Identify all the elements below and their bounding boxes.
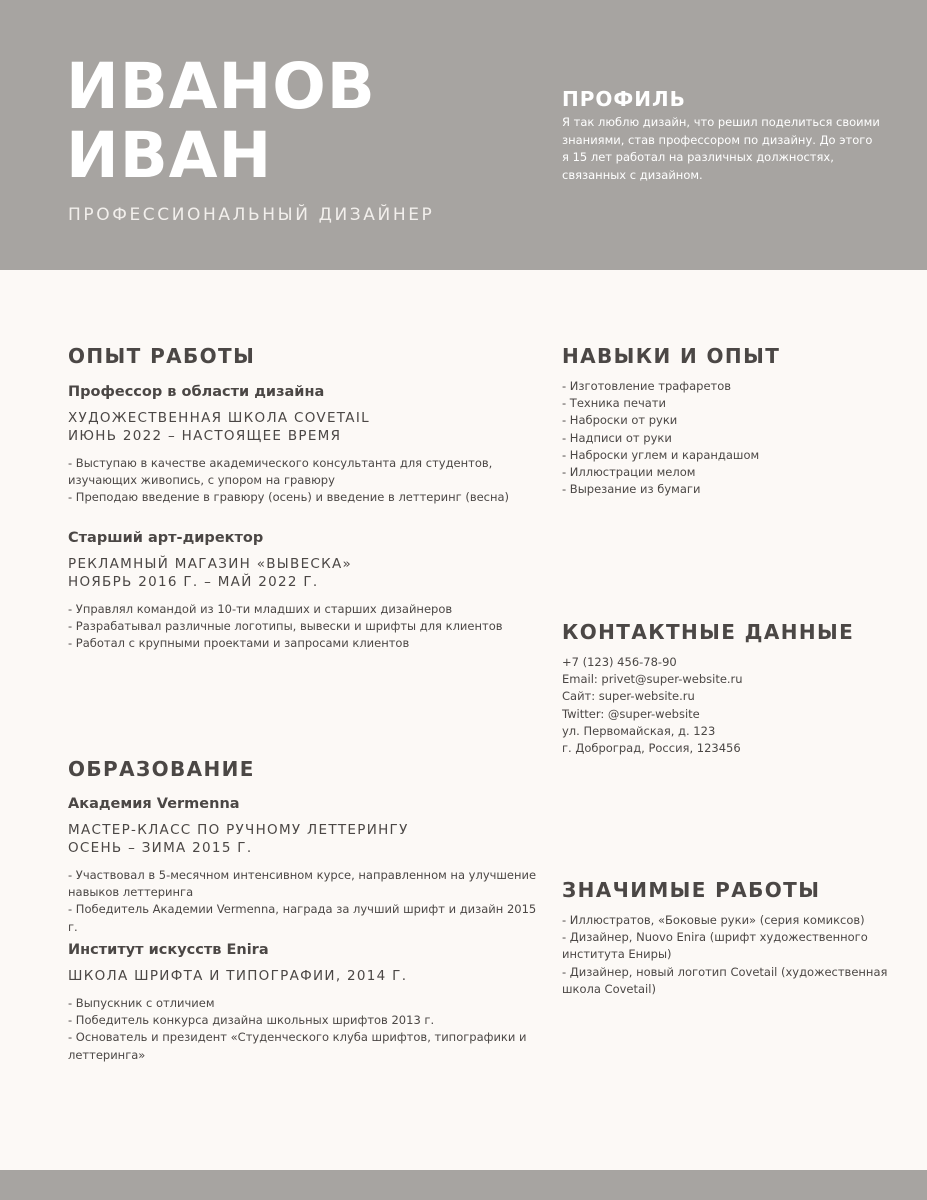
job-org: РЕКЛАМНЫЙ МАГАЗИН «ВЫВЕСКА»	[68, 556, 353, 572]
list-item: - Техника печати	[562, 396, 666, 411]
footer-band	[0, 1170, 927, 1200]
works-list	[562, 912, 892, 998]
education-entry	[68, 796, 538, 936]
last-name: ИВАНОВ	[66, 50, 376, 123]
list-item: - Дизайнер, Nuovo Enira (шрифт художественного института Eниры)	[562, 930, 868, 962]
list-item: - Победитель конкурса дизайна школьных шрифтов 2013 г.	[68, 1013, 435, 1028]
job-tagline: ПРОФЕССИОНАЛЬНЫЙ ДИЗАЙНЕР	[68, 205, 435, 225]
works-heading: ЗНАЧИМЫЕ РАБОТЫ	[562, 878, 821, 902]
full-name	[66, 52, 376, 190]
profile-heading: ПРОФИЛЬ	[562, 87, 686, 111]
list-item: - Работал с крупными проектами и запросами клиентов	[68, 636, 410, 651]
skills-list	[562, 378, 892, 498]
list-item: - Дизайнер, новый логотип Covetail (художественная школа Covetail)	[562, 964, 888, 996]
twitter-text: Twitter: @super-website	[562, 706, 700, 721]
job-entry	[68, 530, 538, 653]
list-item: - Преподаю введение в гравюру (осень) и введение в леттеринг (весна)	[68, 490, 510, 505]
job-period: ИЮНЬ 2022 – НАСТОЯЩЕЕ ВРЕМЯ	[68, 428, 342, 444]
list-item: - Изготовление трафаретов	[562, 379, 732, 393]
school-period: ОСЕНЬ – ЗИМА 2015 Г.	[68, 840, 253, 856]
website-text: Сайт: super-website.ru	[562, 689, 695, 704]
list-item: - Участвовал в 5-месячном интенсивном курсе, направленном на улучшение навыков леттеринга	[68, 868, 537, 900]
experience-heading: ОПЫТ РАБОТЫ	[68, 344, 256, 368]
job-duties	[68, 601, 538, 653]
list-item: - Иллюстрации мелом	[562, 465, 696, 480]
school-achievements	[68, 995, 538, 1064]
list-item: - Выпускник с отличием	[68, 996, 215, 1010]
job-org: ХУДОЖЕСТВЕННАЯ ШКОЛА COVETAIL	[68, 410, 370, 426]
list-item: - Иллюстратов, «Боковые руки» (серия комиксов)	[562, 913, 865, 927]
list-item: - Разрабатывал различные логотипы, вывески и шрифты для клиентов	[68, 619, 503, 634]
school-course: ШКОЛА ШРИФТА И ТИПОГРАФИИ, 2014 Г.	[68, 968, 408, 984]
job-period: НОЯБРЬ 2016 Г. – МАЙ 2022 Г.	[68, 574, 319, 590]
school-achievements	[68, 867, 538, 936]
education-entry	[68, 942, 538, 1064]
list-item: - Выступаю в качестве академического консультанта для студентов, изучающих живопись, с упором на гравюру	[68, 456, 493, 488]
profile-text: Я так люблю дизайн, что решил поделиться своими знаниями, став профессором по дизайну. До этого я 15 лет работал на различных должностях, связанных с дизайном.	[562, 115, 880, 182]
job-title: Профессор в области дизайна	[68, 384, 325, 400]
address-city: г. Доброград, Россия, 123456	[562, 741, 741, 756]
list-item: - Основатель и президент «Студенческого клуба шрифтов, типографики и леттеринга»	[68, 1030, 527, 1062]
school-title: Академия Vermenna	[68, 796, 240, 812]
list-item: - Наброски от руки	[562, 413, 678, 428]
school-title: Институт искусств Enira	[68, 942, 269, 958]
list-item: - Надписи от руки	[562, 430, 672, 445]
school-course: МАСТЕР-КЛАСС ПО РУЧНОМУ ЛЕТТЕРИНГУ	[68, 822, 409, 838]
job-title: Старший арт-директор	[68, 530, 264, 546]
list-item: - Управлял командой из 10-ти младших и старших дизайнеров	[68, 602, 453, 616]
first-name: ИВАН	[66, 119, 273, 192]
list-item: - Победитель Академии Vermenna, награда за лучший шрифт и дизайн 2015 г.	[68, 902, 537, 934]
list-item: - Наброски углем и карандашом	[562, 447, 760, 462]
contacts-heading: КОНТАКТНЫЕ ДАННЫЕ	[562, 620, 855, 644]
email-text: Email: privet@super-website.ru	[562, 672, 743, 687]
job-entry	[68, 384, 538, 507]
phone-text: +7 (123) 456-78-90	[562, 655, 677, 669]
contacts-list	[562, 654, 892, 757]
job-duties	[68, 455, 538, 507]
education-heading: ОБРАЗОВАНИЕ	[68, 757, 255, 781]
list-item: - Вырезание из бумаги	[562, 482, 701, 497]
address-street: ул. Первомайская, д. 123	[562, 723, 716, 738]
skills-heading: НАВЫКИ И ОПЫТ	[562, 344, 781, 368]
